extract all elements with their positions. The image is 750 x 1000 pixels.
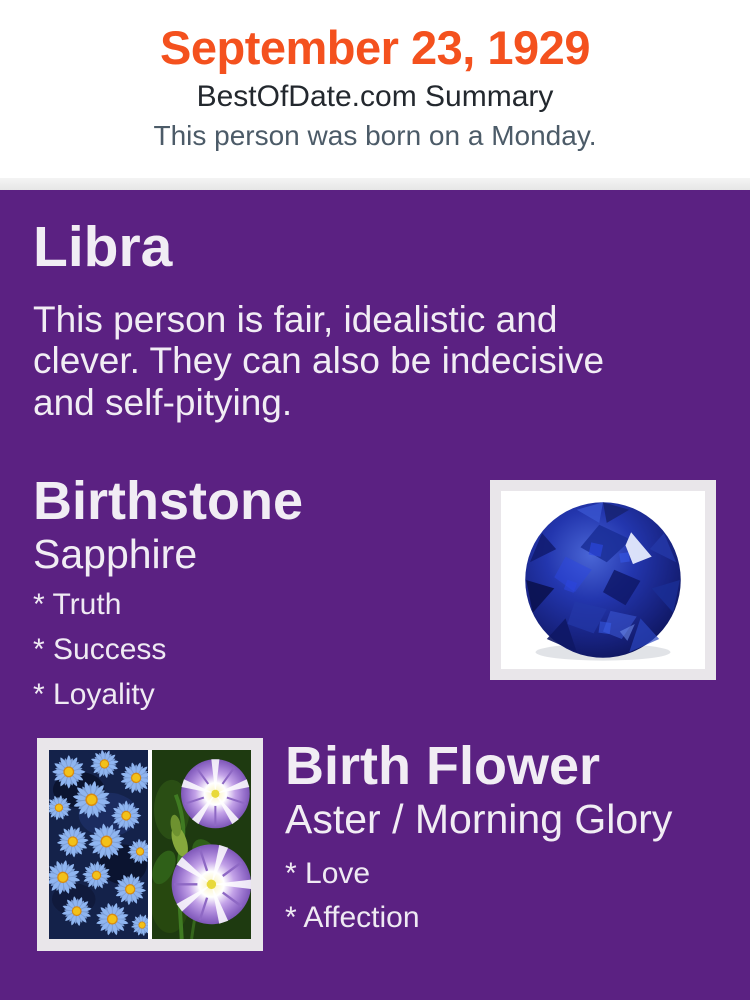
morning-glory-flowers-graphic xyxy=(152,750,251,939)
main-purple-section xyxy=(0,190,750,1000)
header xyxy=(0,0,750,178)
birthstone-heading: Birthstone xyxy=(33,471,303,532)
birth-flower-image-frame xyxy=(37,738,263,951)
aster-flowers-graphic xyxy=(49,750,148,939)
birth-flower-trait: * Affection xyxy=(285,900,420,934)
birthstone-trait: * Truth xyxy=(33,588,122,622)
birthstone-trait: * Loyality xyxy=(33,678,155,712)
page-title-date: September 23, 1929 xyxy=(160,21,590,74)
birth-flower-image xyxy=(49,750,251,939)
birthstone-trait: * Success xyxy=(33,633,167,667)
birth-flower-section xyxy=(33,738,717,951)
sapphire-gem-graphic xyxy=(501,491,705,669)
zodiac-sign-heading: Libra xyxy=(33,215,173,279)
birth-flower-trait: * Love xyxy=(285,856,371,890)
birthstone-section xyxy=(33,471,717,712)
sapphire-image xyxy=(501,491,705,669)
header-divider-bar xyxy=(0,178,750,190)
site-summary-subtitle: BestOfDate.com Summary xyxy=(196,79,554,113)
birthstone-name: Sapphire xyxy=(33,531,198,578)
birth-flower-name: Aster / Morning Glory xyxy=(285,795,673,842)
born-weekday-line: This person was born on a Monday. xyxy=(153,119,597,151)
birth-flower-text-block xyxy=(285,738,717,933)
birth-flower-heading: Birth Flower xyxy=(285,736,601,797)
birth-flower-traits-list xyxy=(285,856,717,934)
sapphire-image-frame xyxy=(490,480,716,680)
zodiac-description: This person is fair, idealistic and clever. They can also be indecisive and self-pitying. xyxy=(33,298,605,424)
